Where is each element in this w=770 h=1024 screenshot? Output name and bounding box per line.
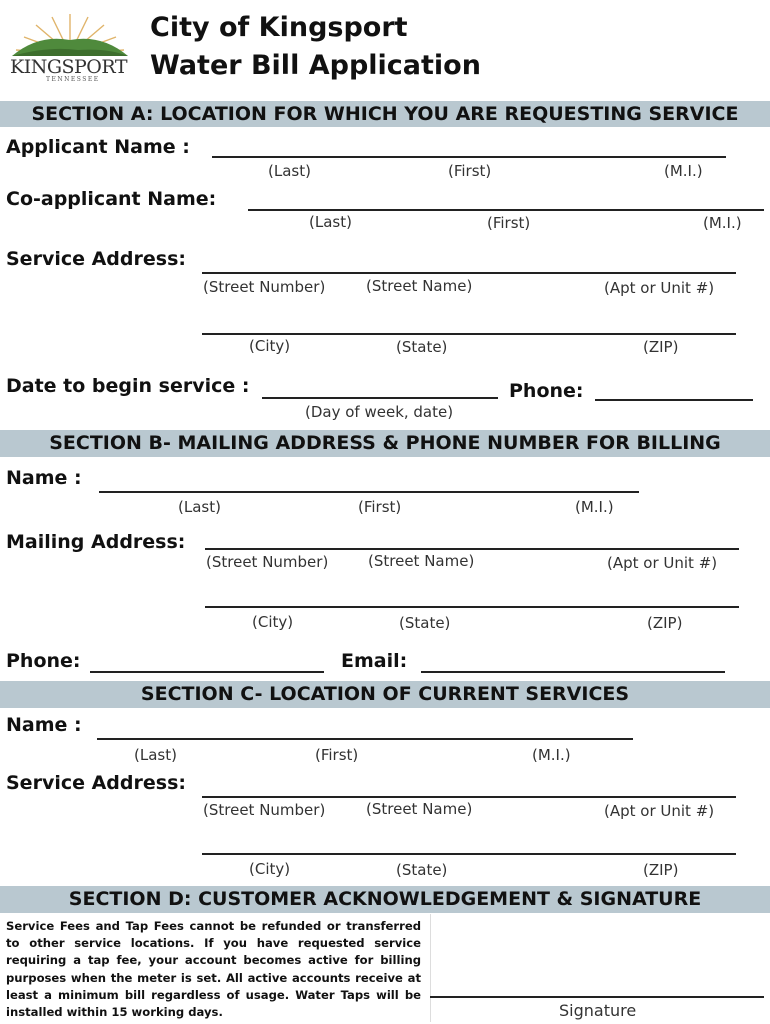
signature-hint: Signature: [559, 1001, 637, 1020]
hint-state: (State): [399, 614, 451, 632]
hint-street-name: (Street Name): [366, 277, 473, 295]
coapplicant-name-label: Co-applicant Name:: [6, 188, 217, 210]
start-date-label: Date to begin service :: [6, 375, 250, 397]
current-address-line2-field[interactable]: [202, 853, 736, 855]
signature-field[interactable]: [430, 996, 764, 998]
applicant-name-field[interactable]: [212, 156, 726, 158]
current-service-address-label: Service Address:: [6, 772, 186, 794]
hint-city: (City): [252, 613, 294, 631]
email-field[interactable]: [421, 671, 725, 673]
hint-first: (First): [487, 214, 531, 232]
city-logo: [8, 10, 132, 86]
service-address-line2-field[interactable]: [202, 333, 736, 335]
hint-last: (Last): [309, 213, 352, 231]
section-a-heading: SECTION A: LOCATION FOR WHICH YOU ARE REQUESTING SERVICE: [0, 101, 770, 127]
logo-text: KINGSPORT: [10, 56, 128, 78]
notice-divider: [430, 914, 431, 1022]
hint-first: (First): [448, 162, 492, 180]
hint-state: (State): [396, 861, 448, 879]
current-name-field[interactable]: [97, 738, 633, 740]
hint-mi: (M.I.): [532, 746, 571, 764]
billing-name-field[interactable]: [99, 491, 639, 493]
hint-day-date: (Day of week, date): [305, 403, 454, 421]
title-city: City of Kingsport: [150, 12, 408, 43]
hint-zip: (ZIP): [643, 861, 679, 879]
hint-street-number: (Street Number): [206, 553, 329, 571]
hint-last: (Last): [134, 746, 177, 764]
acknowledgement-notice: Service Fees and Tap Fees cannot be refunded or transferred to other service locations. If you have requested service requiring a tap fee, your account becomes active for billing purposes when the meter is set. All active accounts receive at least a minimum bill regardless of usage. Water Taps will be installed within 15 working days.: [6, 919, 421, 1020]
section-b-heading: SECTION B- MAILING ADDRESS & PHONE NUMBER FOR BILLING: [0, 430, 770, 457]
current-address-line1-field[interactable]: [202, 796, 736, 798]
email-label: Email:: [341, 650, 408, 672]
hint-street-name: (Street Name): [366, 800, 473, 818]
hint-street-number: (Street Number): [203, 278, 326, 296]
hint-apt: (Apt or Unit #): [607, 554, 718, 572]
mailing-address-line1-field[interactable]: [205, 548, 739, 550]
hint-last: (Last): [178, 498, 221, 516]
service-address-label: Service Address:: [6, 248, 186, 270]
billing-name-label: Name :: [6, 467, 82, 489]
mailing-address-label: Mailing Address:: [6, 531, 186, 553]
section-c-heading: SECTION C- LOCATION OF CURRENT SERVICES: [0, 681, 770, 708]
hint-first: (First): [315, 746, 359, 764]
hint-zip: (ZIP): [643, 338, 679, 356]
hint-city: (City): [249, 337, 291, 355]
applicant-name-label: Applicant Name :: [6, 136, 190, 158]
phone-label: Phone:: [509, 380, 584, 402]
mailing-address-line2-field[interactable]: [205, 606, 739, 608]
hint-state: (State): [396, 338, 448, 356]
hint-mi: (M.I.): [575, 498, 614, 516]
service-address-line1-field[interactable]: [202, 272, 736, 274]
title-form: Water Bill Application: [150, 50, 481, 81]
hint-street-name: (Street Name): [368, 552, 475, 570]
hint-city: (City): [249, 860, 291, 878]
phone-field[interactable]: [595, 399, 753, 401]
hint-zip: (ZIP): [647, 614, 683, 632]
section-d-heading: SECTION D: CUSTOMER ACKNOWLEDGEMENT & SIGNATURE: [0, 886, 770, 913]
hint-apt: (Apt or Unit #): [604, 279, 715, 297]
hint-apt: (Apt or Unit #): [604, 802, 715, 820]
coapplicant-name-field[interactable]: [248, 209, 764, 211]
hint-street-number: (Street Number): [203, 801, 326, 819]
logo-subtext: TENNESSEE: [46, 76, 100, 83]
hint-mi: (M.I.): [664, 162, 703, 180]
start-date-field[interactable]: [262, 397, 498, 399]
hint-last: (Last): [268, 162, 311, 180]
billing-phone-label: Phone:: [6, 650, 81, 672]
hint-first: (First): [358, 498, 402, 516]
billing-phone-field[interactable]: [90, 671, 324, 673]
current-name-label: Name :: [6, 714, 82, 736]
hint-mi: (M.I.): [703, 214, 742, 232]
